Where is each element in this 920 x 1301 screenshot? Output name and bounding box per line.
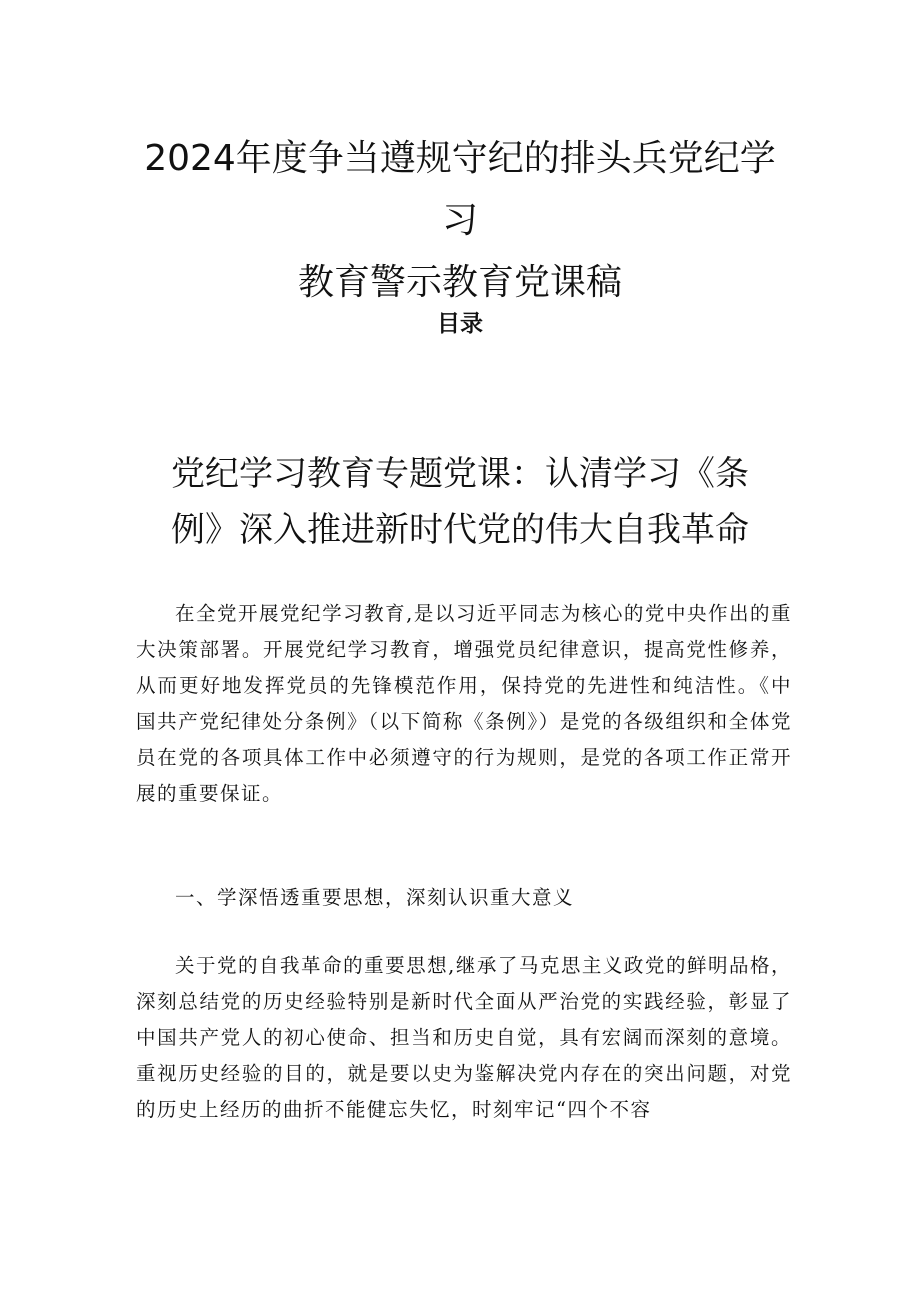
section-title-line-1: 党纪学习教育专题党课：认清学习《条 <box>171 454 749 494</box>
section-title <box>120 446 800 558</box>
subheading-one: 一、学深悟透重要思想，深刻认识重大意义 <box>175 886 575 909</box>
section-title-line-2: 例》深入推进新时代党的伟大自我革命 <box>171 510 749 550</box>
body-paragraph-intro: 在全党开展党纪学习教育,是以习近平同志为核心的党中央作出的重大决策部署。开展党纪学习教育，增强党员纪律意识，提高党性修养，从而更好地发挥党员的先锋模范作用，保持党的先进性和纯洁性。《中国共产党纪律处分条例》（以下简称《条例》）是党的各级组织和全体党员在党的各项具体工作中必须遵守的行为规则，是党的各项工作正常开展的重要保证。 <box>136 602 792 805</box>
body-paragraph-self-revolution: 关于党的自我革命的重要思想,继承了马克思主义政党的鲜明品格，深刻总结党的历史经验特别是新时代全面从严治党的实践经验，彰显了中国共产党人的初心使命、担当和历史自觉，具有宏阔而深刻的意境。重视历史经验的目的，就是要以史为鉴解决党内存在的突出问题，对党的历史上经历的曲折不能健忘失忆，时刻牢记“四个不容 <box>136 954 792 1121</box>
table-of-contents-heading: 目录 <box>437 311 483 337</box>
document-title <box>140 128 780 314</box>
document-title-line-1: 2024年度争当遵规守纪的排头兵党纪学习 <box>144 138 776 241</box>
document-title-line-2: 教育警示教育党课稿 <box>297 262 622 303</box>
